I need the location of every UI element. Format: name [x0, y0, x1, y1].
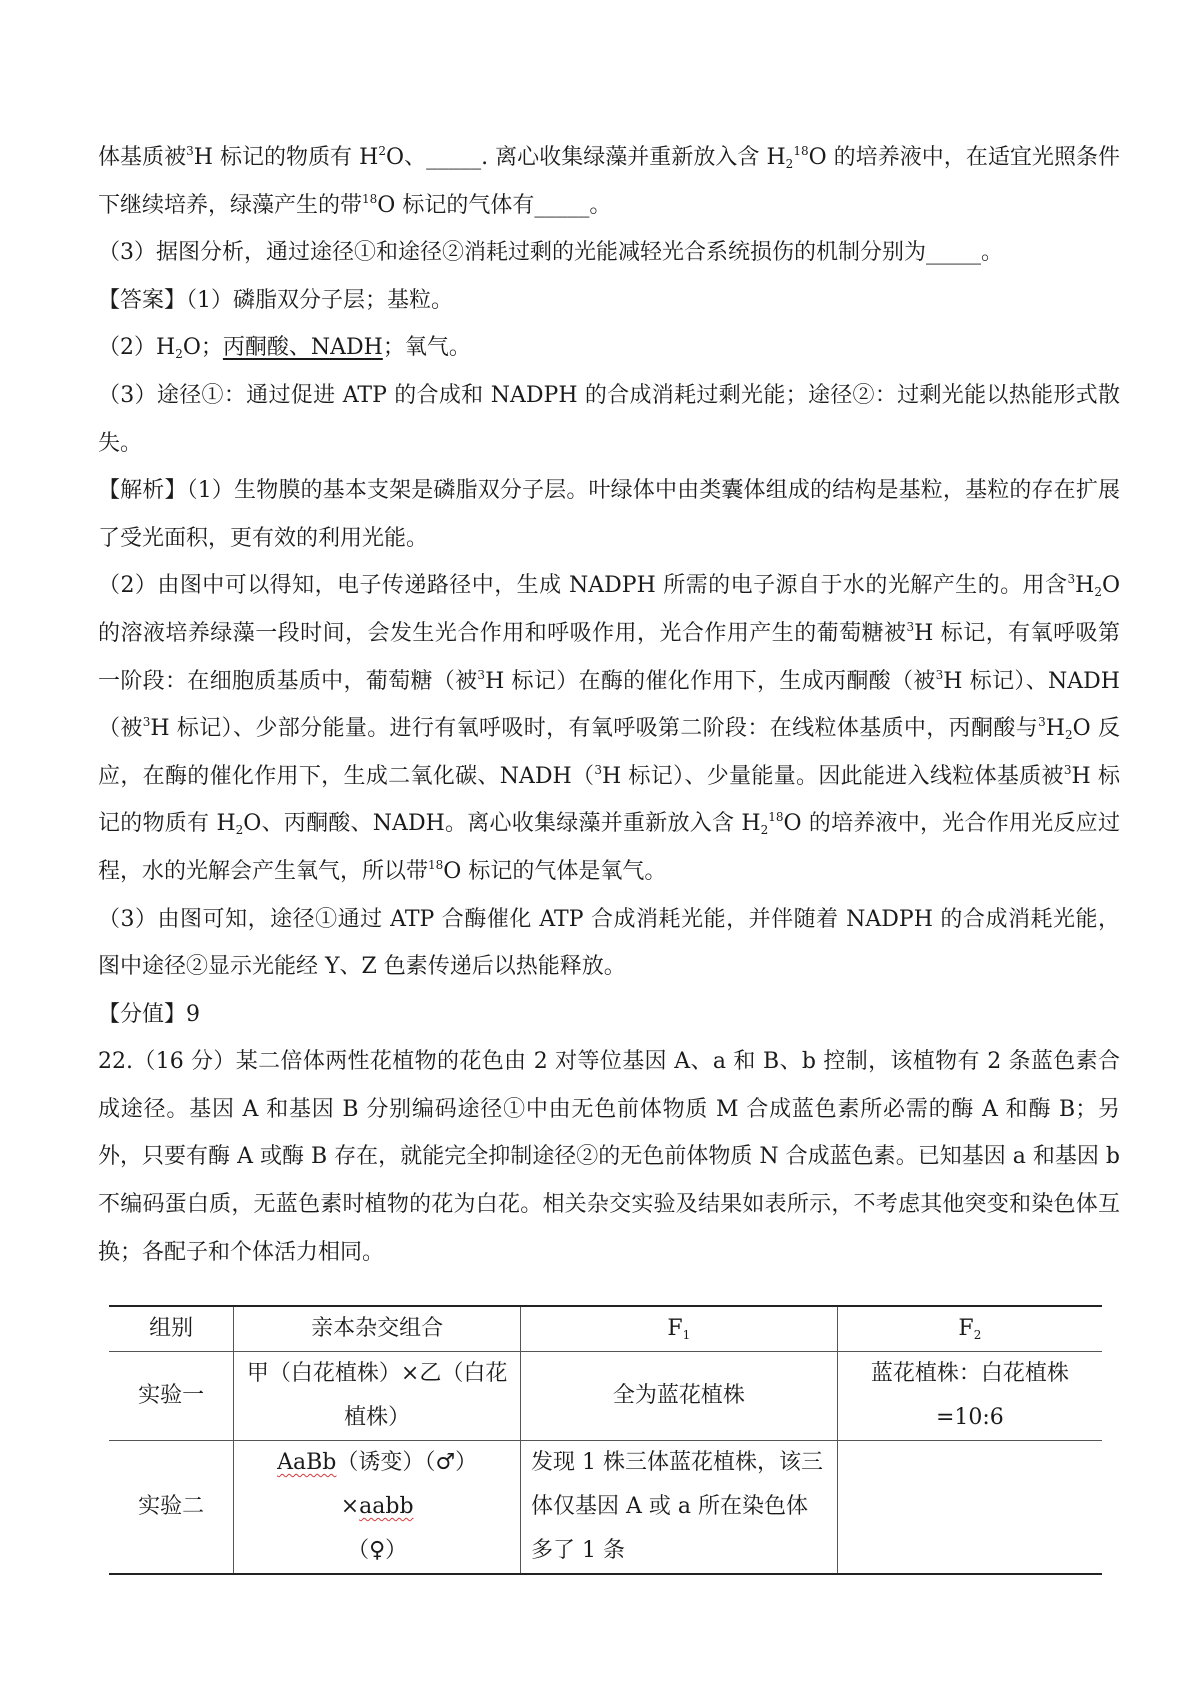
question-22: 22.（16 分）某二倍体两性花植物的花色由 2 对等位基因 A、a 和 B、b 控制，该植物有 2 条蓝色素合成途径。基因 A 和基因 B 分别编码途径①中由无色前体物质 M 合成蓝色素所必需的酶 A 和酶 B；另外，只要有酶 A 或酶 B 存在，就能完全抑制途径②的无色前体物质 N 合成蓝色素。已知基因 a 和基因 b 不编码蛋白质，无蓝色素时植物的花为白花。相关杂交实验及结果如表所示，不考虑其他突变和染色体互换；各配子和个体活力相同。 — [98, 1049, 1120, 1265]
cell-group: 实验二 — [109, 1441, 234, 1575]
header-f1: $F_1$ — [520, 1306, 837, 1352]
cell-cross: 甲（白花植株）×乙（白花植株） — [234, 1352, 521, 1441]
table-row — [109, 1441, 1102, 1575]
question-part-3: （3）据图分析，通过途径①和途径②消耗过剩的光能减轻光合系统损伤的机制分别为_____。 — [98, 240, 1003, 266]
analysis-part-1: 【解析】（1）生物膜的基本支架是磷脂双分子层。叶绿体中由类囊体组成的结构是基粒，基粒的存在扩展了受光面积，更有效的利用光能。 — [98, 478, 1120, 551]
answer-part-2: $(2)H_2O$；丙酮酸、NADH；氧气。 — [98, 335, 471, 362]
table-header-row — [109, 1306, 1102, 1352]
analysis-part-2: （2）由图中可以得知，电子传递路径中，生成 NADPH 所需的电子源自于水的光解产生的。用含$^3H_2O$ 的溶液培养绿藻一段时间，会发生光合作用和呼吸作用，光合作用产生的葡萄糖被$^3$H 标记，有氧呼吸第一阶段：在细胞质基质中，葡萄糖（被$^3$H 标记）在酶的催化作用下，生成丙酮酸（被$^3$H 标记）、NADH（被$^3$H 标记）、少部分能量。进行有氧呼吸时，有氧呼吸第二阶段：在线粒体基质中，丙酮酸与$^3H_2O$ 反应，在酶的催化作用下，生成二氧化碳、NADH（$^3$H 标记）、少量能量。因此能进入线粒体基质被$^3$H 标记的物质有 $H_2O$、丙酮酸、NADH。离心收集绿藻并重新放入含 $H_2^{18}O$ 的培养液中，光合作用光反应过程，水的光解会产生氧气，所以带$^{18}$O 标记的气体是氧气。 — [98, 572, 1121, 884]
header-f2: $F_2$ — [837, 1306, 1102, 1352]
answer-part-1: 【答案】（1）磷脂双分子层；基粒。 — [98, 287, 453, 313]
analysis-part-3: （3）由图可知，途径①通过 ATP 合酶催化 ATP 合成消耗光能，并伴随着 NADPH 的合成消耗光能，图中途径②显示光能经 Y、Z 色素传递后以热能释放。 — [98, 906, 1120, 980]
cell-f2 — [837, 1441, 1102, 1575]
results-table — [109, 1305, 1102, 1575]
score-line: 【分值】9 — [98, 1001, 200, 1027]
document-body — [98, 134, 1120, 1276]
table-row — [109, 1352, 1102, 1441]
cell-f2: 蓝花植株：白花植株=10:6 — [837, 1352, 1102, 1441]
question-line-mitochondria: 体基质被$^3$H 标记的物质有 $H^2O$、_____. 离心收集绿藻并重新放入含 $H_2^{18}O$ 的培养液中，在适宜光照条件下继续培养，绿藻产生的带$^{18}$O 标记的气体有_____。 — [98, 144, 1120, 218]
header-group: 组别 — [109, 1306, 234, 1352]
cell-f1: 全为蓝花植株 — [520, 1352, 837, 1441]
cell-cross: AaBb（诱变）（♂）×aabb （♀） — [234, 1441, 521, 1575]
cell-f1: 发现 1 株三体蓝花植株，该三体仅基因 A 或 a 所在染色体多了 1 条 — [520, 1441, 837, 1575]
cell-group: 实验一 — [109, 1352, 234, 1441]
answer-part-3: （3）途径①：通过促进 ATP 的合成和 NADPH 的合成消耗过剩光能；途径②：过剩光能以热能形式散失。 — [98, 382, 1120, 456]
header-parent-cross: 亲本杂交组合 — [234, 1306, 521, 1352]
